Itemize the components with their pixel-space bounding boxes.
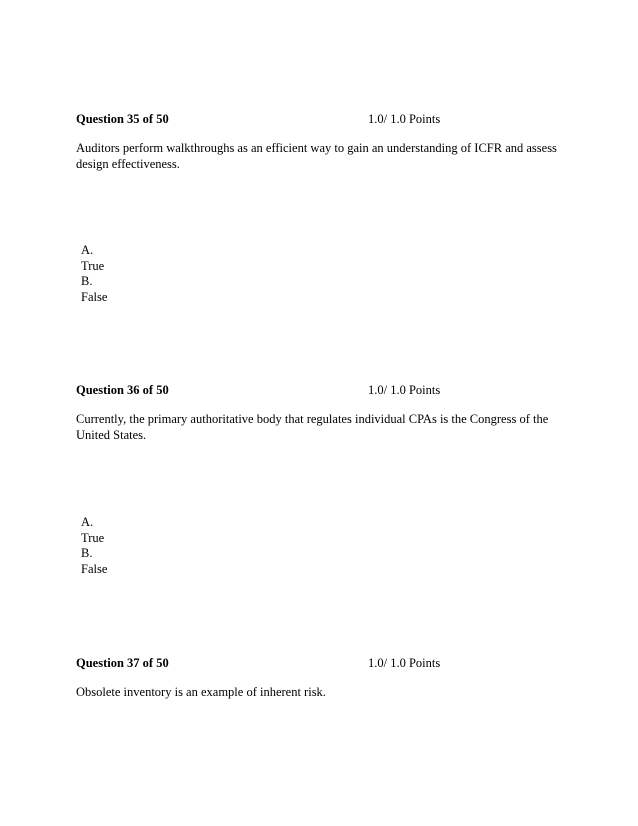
- question-text: Obsolete inventory is an example of inherent risk.: [76, 685, 326, 699]
- choice-b-text[interactable]: False: [81, 289, 108, 304]
- answer-choices: [81, 515, 107, 577]
- question-points: 1.0/ 1.0 Points: [368, 656, 441, 670]
- choice-b-letter: B.: [81, 546, 93, 560]
- question-35: [76, 111, 576, 304]
- answer-choices: [81, 243, 107, 305]
- question-number: Question 35 of 50: [76, 112, 169, 126]
- question-header: [76, 655, 576, 671]
- question-points: 1.0/ 1.0 Points: [368, 383, 441, 397]
- question-number: Question 37 of 50: [76, 656, 169, 670]
- question-header: [76, 111, 576, 127]
- choice-b-text[interactable]: False: [81, 561, 108, 576]
- choice-a-text[interactable]: True: [81, 530, 105, 545]
- question-text: Currently, the primary authoritative body that regulates individual CPAs is the Congress of the United States.: [76, 412, 549, 442]
- question-points: 1.0/ 1.0 Points: [368, 112, 441, 126]
- choice-b-letter: B.: [81, 274, 93, 288]
- question-text: Auditors perform walkthroughs as an efficient way to gain an understanding of ICFR and assess design effectiveness.: [76, 141, 557, 171]
- question-number: Question 36 of 50: [76, 383, 169, 397]
- choice-a-letter: A.: [81, 515, 94, 529]
- choice-a-letter: A.: [81, 243, 94, 257]
- question-header: [76, 382, 576, 398]
- question-36: [76, 382, 576, 576]
- question-37: [76, 655, 576, 699]
- choice-a-text[interactable]: True: [81, 258, 105, 273]
